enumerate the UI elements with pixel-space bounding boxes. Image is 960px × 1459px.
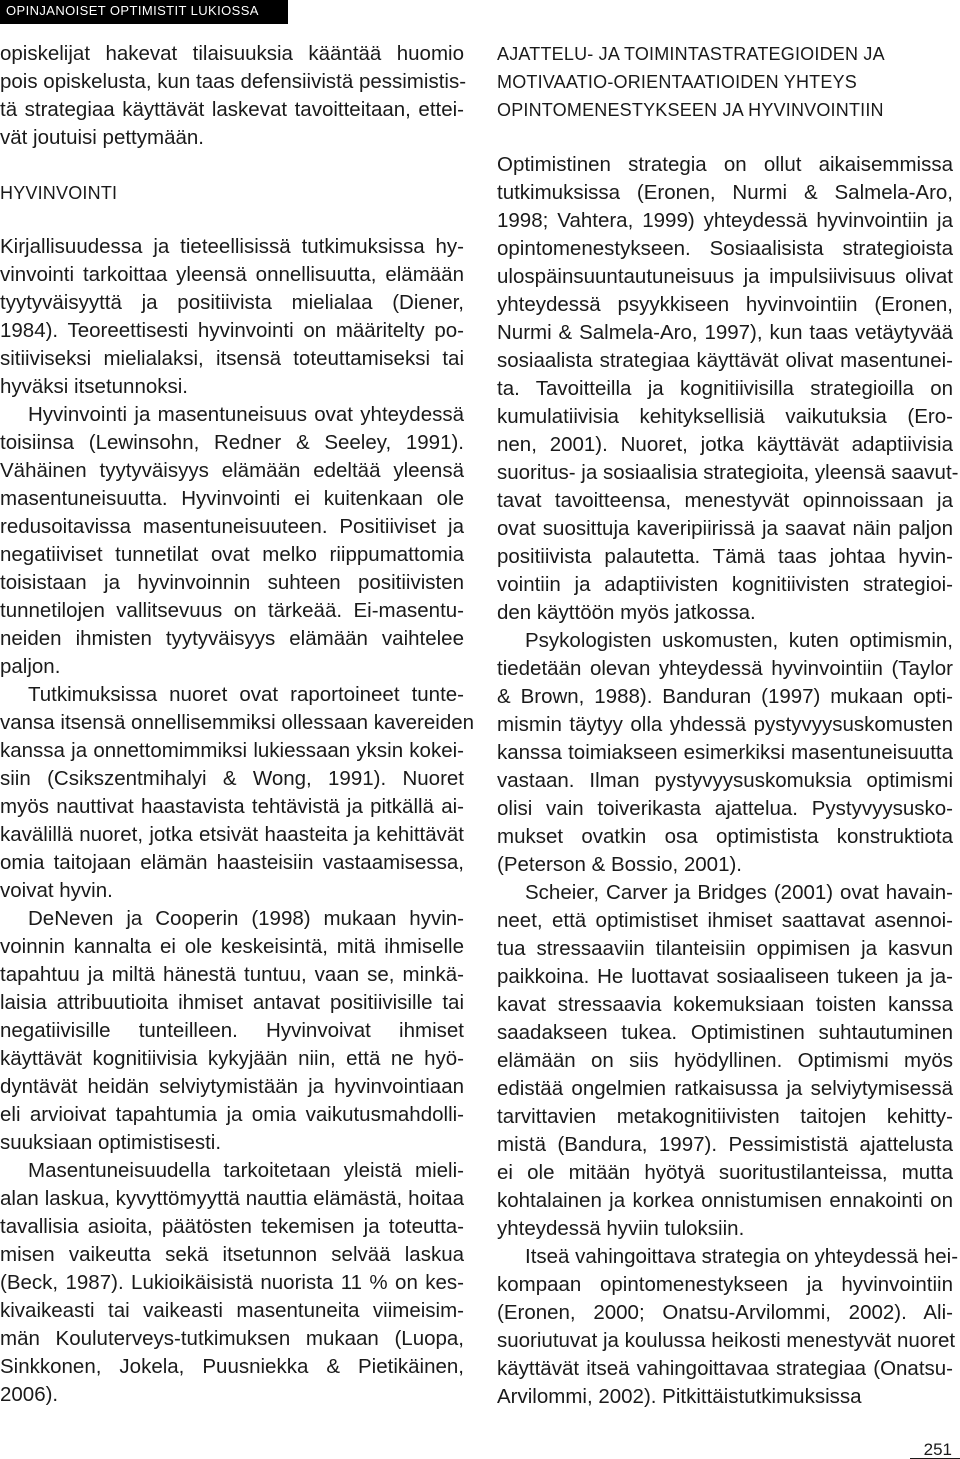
text-line: ovat suosittuja kaveripiirissä ja saavat näin paljon xyxy=(497,517,953,540)
text-line: suuksiaan optimistisesti. xyxy=(0,1131,222,1154)
text-line: vointiin ja adaptiivisten kognitiivisten strategioi- xyxy=(497,573,953,596)
text-line: masentuneisuutta. Hyvinvointi ei kuitenkaan ole xyxy=(0,487,464,510)
text-line: toisiinsa (Lewinsohn, Redner & Seeley, 1991). xyxy=(0,431,464,454)
text-line: kivaikeasti tai vaikeasti masentuneita viimeisim- xyxy=(0,1299,464,1322)
text-line: Vähäinen tyytyväisyys elämään edeltää yleensä xyxy=(0,459,464,482)
text-line: edistää ongelmien ratkaisussa ja selviytymisessä xyxy=(497,1077,953,1100)
text-line: kumulatiivisia kehityksellisiä vaikutuksia (Ero- xyxy=(497,405,953,428)
text-line: yhteydessä hyviin tuloksiin. xyxy=(497,1217,745,1240)
right-column xyxy=(497,40,959,1411)
text-line: mukset ovatkin osa optimistista konstruktiota xyxy=(497,825,953,848)
text-line: Arvilommi, 2002). Pitkittäistutkimuksissa xyxy=(497,1385,862,1408)
text-line: vansa itsensä onnellisemmiksi ollessaan kavereiden xyxy=(0,711,475,734)
text-line: (Eronen, 2000; Onatsu-Arvilommi, 2002). Ali- xyxy=(497,1301,953,1324)
section-heading-line: MOTIVAATIO-ORIENTAATIOIDEN YHTEYS xyxy=(497,72,857,92)
text-line: tä strategiaa käyttävät laskevat tavoitteitaan, ettei- xyxy=(0,98,464,121)
text-line: tutkimuksissa (Eronen, Nurmi & Salmela-Aro, xyxy=(497,181,953,204)
text-line: suoriutuvat ja koulussa heikosti menestyvät nuoret xyxy=(497,1329,956,1352)
text-line: nen, 2001). Nuoret, jotka käyttävät adaptiivisia xyxy=(497,433,953,456)
text-line: voinnin kannalta ei ole keskeisintä, mitä ihmiselle xyxy=(0,935,464,958)
page-number: 251 xyxy=(923,1440,952,1459)
section-heading-block xyxy=(497,40,953,124)
intro-paragraph xyxy=(0,40,467,152)
text-line: 1998; Vahtera, 1999) yhteydessä hyvinvointiin ja xyxy=(497,209,953,232)
running-header xyxy=(0,0,288,24)
text-line: ei ole mitään hyötyä suoritustilanteissa, mutta xyxy=(497,1161,953,1184)
text-line: kanssa ja onnettomimmiksi lukiessaan yksin kokei- xyxy=(0,739,464,762)
section-heading-line: AJATTELU- JA TOIMINTASTRATEGIOIDEN JA xyxy=(497,44,885,64)
text-line: tarvittavien metakognitiivisten taitojen kehitty- xyxy=(497,1105,953,1128)
text-line: paljon. xyxy=(0,655,61,678)
text-line: suoritus- ja sosiaalisia strategioita, yleensä saavut- xyxy=(497,461,959,484)
text-line: vät joutuisi pettymään. xyxy=(0,126,204,149)
text-line: käyttävät kognitiivisia kykyjään niin, että ne hyö- xyxy=(0,1047,464,1070)
text-line: pois opiskelusta, kun taas defensiivistä pessimistis- xyxy=(0,70,467,93)
text-line: eli arvioivat tapahtumia ja omia vaikutusmahdolli- xyxy=(0,1103,464,1126)
text-line: tavallisia asioita, päätösten tekemisen ja toteutta- xyxy=(0,1215,464,1238)
text-line: tunnetilojen vallitsevuus on tärkeää. Ei-masentu- xyxy=(0,599,464,622)
text-line: 1984). Teoreettisesti hyvinvointi on määritelty po- xyxy=(0,319,464,342)
text-line: neiden ihmisten tyytyväisyys elämään vaihtelee xyxy=(0,627,464,650)
left-body-text xyxy=(0,233,475,1409)
text-line: kavat stressaavia kokemuksiaan toisten kanssa xyxy=(497,993,953,1016)
text-line: & Brown, 1988). Banduran (1997) mukaan opti- xyxy=(497,685,953,708)
text-line: laisia attribuutioita ihmiset antavat positiivisille tai xyxy=(0,991,464,1014)
text-line: (Beck, 1987). Lukioikäisistä nuorista 11 % on kes- xyxy=(0,1271,464,1294)
right-body-text xyxy=(497,151,959,1411)
left-column xyxy=(0,40,475,1409)
text-line: män Kouluterveys-tutkimuksen mukaan (Luopa, xyxy=(0,1327,464,1350)
text-line: ta. Tavoitteilla ja kognitiivisilla strategioilla on xyxy=(497,377,953,400)
text-line: negatiivisille tunteilleen. Hyvinvoivat ihmiset xyxy=(0,1019,464,1042)
text-line: sitiiviseksi mielialaksi, itsensä toteuttamiseksi tai xyxy=(0,347,464,370)
text-line: käyttävät itseä vahingoittavaa strategiaa (Onatsu- xyxy=(497,1357,953,1380)
text-line: voivat hyvin. xyxy=(0,879,113,902)
text-line: saadakseen tukea. Optimistinen suhtautuminen xyxy=(497,1021,953,1044)
text-line: Sinkkonen, Jokela, Puusniekka & Pietikäinen, xyxy=(0,1355,464,1378)
text-line: den käyttöön myös jatkossa. xyxy=(497,601,756,624)
text-line: mismin täytyy olla yhdessä pystyvyysuskomusten xyxy=(497,713,953,736)
text-line: (Peterson & Bossio, 2001). xyxy=(497,853,742,876)
text-line: Tutkimuksissa nuoret ovat raportoineet tunte- xyxy=(28,683,464,706)
text-line: vastaan. Ilman pystyvyysuskomuksia optimismi xyxy=(497,769,953,792)
text-line: Kirjallisuudessa ja tieteellisissä tutkimuksissa hy- xyxy=(0,235,464,258)
text-line: misen vaikeutta sekä itsetunnon selvää laskua xyxy=(0,1243,464,1266)
text-line: tavat tavoitteensa, menestyvät opinnoissaan ja xyxy=(497,489,953,512)
text-line: hyväksi itsetunnoksi. xyxy=(0,375,189,398)
text-line: kanssa toimiakseen esimerkiksi masentuneisuutta xyxy=(497,741,953,764)
text-line: kavälillä nuoret, jotka etsivät haasteita ja kehittävät xyxy=(0,823,464,846)
text-line: tapahtuu ja miltä hänestä tuntuu, vaan se, minkä- xyxy=(0,963,464,986)
text-line: positiivista palautetta. Tämä taas johtaa hyvin- xyxy=(497,545,953,568)
text-line: Psykologisten uskomusten, kuten optimismin, xyxy=(525,629,953,652)
text-line: Optimistinen strategia on ollut aikaisemmissa xyxy=(497,153,953,176)
text-line: opiskelijat hakevat tilaisuuksia kääntää huomio xyxy=(0,42,464,65)
section-heading: HYVINVOINTI xyxy=(0,183,118,203)
text-line: alan laskua, kyvyttömyyttä nauttia elämästä, hoitaa xyxy=(0,1187,464,1210)
text-line: toisistaan ja hyvinvoinnin suhteen positiivisten xyxy=(0,571,464,594)
text-line: DeNeven ja Cooperin (1998) mukaan hyvin- xyxy=(28,907,464,930)
text-line: tyytyväisyyttä ja positiivista mielialaa (Diener, xyxy=(0,291,464,314)
section-heading-line: OPINTOMENESTYKSEEN JA HYVINVOINTIIN xyxy=(497,100,884,120)
running-title: OPINJANOISET OPTIMISTIT LUKIOSSA xyxy=(6,3,259,18)
text-line: tiedetään olevan yhteydessä hyvinvointiin (Taylor xyxy=(497,657,953,680)
text-line: vinvointi tarkoittaa yleensä onnellisuutta, elämään xyxy=(0,263,464,286)
text-line: tua stressaaviin tilanteisiin oppimisen ja kasvun xyxy=(497,937,953,960)
text-line: kompaan opintomenestykseen ja hyvinvointiin xyxy=(497,1273,953,1296)
text-line: ulospäinsuuntautuneisuus ja impulsiivisuus olivat xyxy=(497,265,953,288)
text-line: olisi vain toiverikasta ajattelua. Pystyvyysusko- xyxy=(497,797,953,820)
text-line: elämään on siis hyödyllinen. Optimismi myös xyxy=(497,1049,953,1072)
text-line: negatiiviset tunnetilat ovat melko riippumattomia xyxy=(0,543,464,566)
text-line: neet, että optimistiset ihmiset saattavat asennoi- xyxy=(497,909,953,932)
text-line: redusoitavissa masentuneisuuteen. Positiiviset ja xyxy=(0,515,464,538)
text-line: kohtalainen ja korkea onnistumisen ennakointi on xyxy=(497,1189,953,1212)
text-line: Nurmi & Salmela-Aro, 1997), kun taas vetäytyvää xyxy=(497,321,953,344)
text-line: myös nauttivat haastavista tehtävistä ja pitkällä ai- xyxy=(0,795,464,818)
text-line: dyntävät heidän selviytymistään ja hyvinvointiaan xyxy=(0,1075,464,1098)
text-line: Scheier, Carver ja Bridges (2001) ovat havain- xyxy=(525,881,953,904)
text-line: paikkoina. He luottavat sosiaaliseen tukeen ja ja- xyxy=(497,965,953,988)
text-line: omia taitojaan elämän haasteisiin vastaamisessa, xyxy=(0,851,464,874)
text-line: opintomenestykseen. Sosiaalisista strategioista xyxy=(497,237,953,260)
text-line: Masentuneisuudella tarkoitetaan yleistä mieli- xyxy=(28,1159,464,1182)
text-line: Itseä vahingoittava strategia on yhteydessä hei- xyxy=(525,1245,959,1268)
text-line: 2006). xyxy=(0,1383,59,1406)
text-line: sosiaalista strategiaa käyttävät olivat masentunei- xyxy=(497,349,953,372)
text-line: Hyvinvointi ja masentuneisuus ovat yhteydessä xyxy=(28,403,464,426)
text-line: yhteydessä psyykkiseen hyvinvointiin (Eronen, xyxy=(497,293,953,316)
text-line: mistä (Bandura, 1997). Pessimististä ajattelusta xyxy=(497,1133,953,1156)
text-line: siin (Csikszentmihalyi & Wong, 1991). Nuoret xyxy=(0,767,464,790)
